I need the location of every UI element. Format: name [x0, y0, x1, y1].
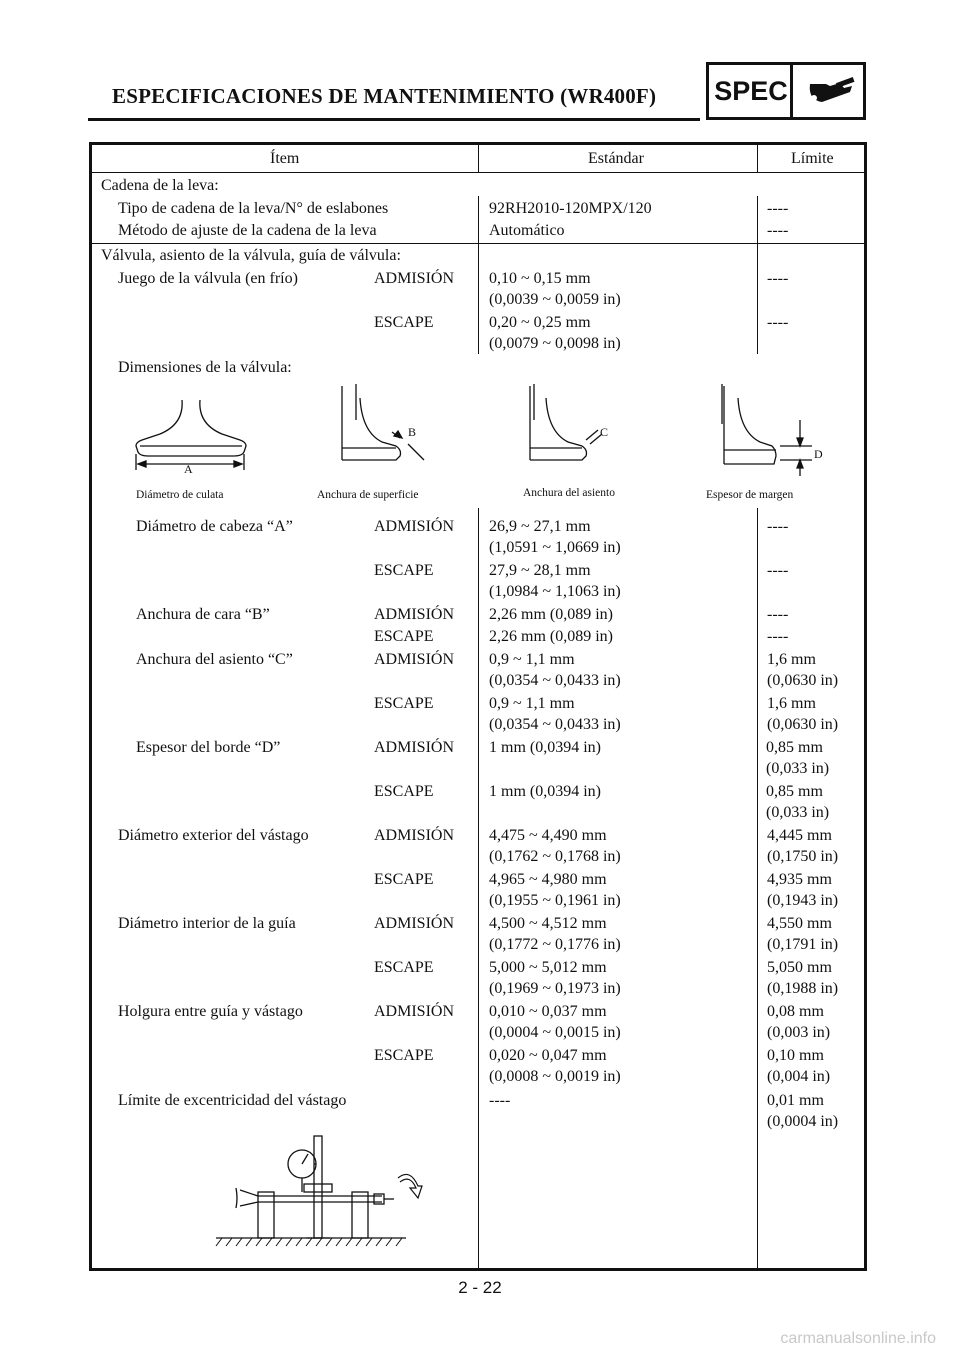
spec-standard: 0,9 ~ 1,1 mm — [489, 651, 575, 668]
dim-label-c: C — [600, 425, 609, 439]
intake-label: ADMISIÓN — [374, 651, 454, 668]
spec-limit: ---- — [767, 562, 789, 579]
valve-head-diameter-diagram — [136, 400, 246, 470]
spec-standard-in: (0,1969 ~ 0,1973 in) — [489, 980, 621, 997]
spec-limit: ---- — [767, 628, 789, 645]
spec-limit-in: (0,1988 in) — [767, 980, 839, 997]
intake-label: ADMISIÓN — [374, 827, 454, 844]
spec-standard-in: (0,0354 ~ 0,0433 in) — [489, 672, 621, 689]
spec-standard-in: (0,1955 ~ 0,1961 in) — [489, 892, 621, 909]
spec-standard-in: (1,0984 ~ 1,1063 in) — [489, 583, 621, 600]
spec-standard: 0,9 ~ 1,1 mm — [489, 695, 575, 712]
spec-limit-in: (0,0630 in) — [767, 672, 839, 689]
exhaust-label: ESCAPE — [374, 562, 434, 579]
spec-limit: 1,6 mm — [767, 695, 816, 712]
valve-seat-width-diagram — [530, 384, 602, 460]
exhaust-label: ESCAPE — [374, 628, 434, 645]
spec-standard: 0,010 ~ 0,037 mm — [489, 1003, 607, 1020]
col-divider — [478, 508, 479, 1268]
valve-margin-thickness-diagram — [722, 384, 812, 476]
intake-label: ADMISIÓN — [374, 270, 454, 287]
spec-limit-in: (0,1750 in) — [767, 848, 839, 865]
exhaust-label: ESCAPE — [374, 695, 434, 712]
spec-standard-in: (0,0039 ~ 0,0059 in) — [489, 291, 621, 308]
exhaust-label: ESCAPE — [374, 959, 434, 976]
intake-label: ADMISIÓN — [374, 606, 454, 623]
header-row-divider — [91, 172, 865, 173]
spec-limit: 4,935 mm — [767, 871, 832, 888]
col-divider — [757, 508, 758, 1268]
spec-standard: 1 mm (0,0394 in) — [489, 783, 601, 800]
figure-caption: Anchura de superficie — [317, 489, 419, 501]
spec-limit: ---- — [767, 270, 789, 287]
spec-item: Anchura del asiento “C” — [136, 651, 293, 668]
title-underline — [88, 118, 700, 121]
spec-limit: ---- — [767, 606, 789, 623]
spec-standard: 0,10 ~ 0,15 mm — [489, 270, 591, 287]
spec-tools-icon — [800, 74, 860, 110]
spec-item: Juego de la válvula (en frío) — [118, 270, 298, 287]
exhaust-label: ESCAPE — [374, 1047, 434, 1064]
stem-runout-figure — [210, 1130, 430, 1250]
figure-caption: Espesor de margen — [706, 489, 794, 501]
intake-label: ADMISIÓN — [374, 1003, 454, 1020]
spec-standard: 0,020 ~ 0,047 mm — [489, 1047, 607, 1064]
spec-limit: ---- — [767, 518, 789, 535]
page-title: ESPECIFICACIONES DE MANTENIMIENTO (WR400F) — [112, 84, 657, 108]
spec-standard: 2,26 mm (0,089 in) — [489, 606, 613, 623]
figure-caption: Anchura del asiento — [523, 487, 615, 499]
spec-limit-in: (0,0004 in) — [767, 1113, 839, 1130]
spec-standard-in: (0,0354 ~ 0,0433 in) — [489, 716, 621, 733]
exhaust-label: ESCAPE — [374, 783, 434, 800]
spec-limit: 4,445 mm — [767, 827, 832, 844]
spec-standard-in: (0,1762 ~ 0,1768 in) — [489, 848, 621, 865]
spec-limit: ---- — [767, 200, 789, 217]
spec-standard: Automático — [489, 222, 565, 239]
spec-limit-in: (0,033 in) — [766, 760, 830, 777]
intake-label: ADMISIÓN — [374, 915, 454, 932]
col-divider — [757, 145, 758, 172]
col-header-limit: Límite — [791, 150, 834, 167]
col-header-item: Ítem — [270, 150, 300, 167]
exhaust-label: ESCAPE — [374, 871, 434, 888]
intake-label: ADMISIÓN — [374, 518, 454, 535]
dim-label-a: A — [184, 462, 193, 476]
spec-standard: 4,475 ~ 4,490 mm — [489, 827, 607, 844]
spec-standard-in: (0,0079 ~ 0,0098 in) — [489, 335, 621, 352]
spec-item: Holgura entre guía y vástago — [118, 1003, 303, 1020]
spec-limit: 0,01 mm — [767, 1092, 824, 1109]
col-divider — [757, 196, 758, 354]
spec-standard: 4,965 ~ 4,980 mm — [489, 871, 607, 888]
section-title: Válvula, asiento de la válvula, guía de válvula: — [101, 247, 401, 264]
spec-limit: 5,050 mm — [767, 959, 832, 976]
spec-limit: 0,08 mm — [767, 1003, 824, 1020]
spec-standard: 26,9 ~ 27,1 mm — [489, 518, 591, 535]
spec-item: Anchura de cara “B” — [136, 606, 270, 623]
spec-limit: 0,10 mm — [767, 1047, 824, 1064]
spec-limit-in: (0,1943 in) — [767, 892, 839, 909]
spec-limit-in: (0,0630 in) — [767, 716, 839, 733]
spec-limit: 4,550 mm — [767, 915, 832, 932]
spec-item: Diámetro de cabeza “A” — [136, 518, 293, 535]
watermark: carmanualsonline.info — [780, 1330, 936, 1347]
spec-limit: 0,85 mm — [766, 783, 823, 800]
col-divider — [478, 196, 479, 354]
spec-standard: 1 mm (0,0394 in) — [489, 739, 601, 756]
spec-limit-in: (0,003 in) — [767, 1024, 831, 1041]
badge-divider — [790, 62, 793, 120]
spec-standard-in: (0,0004 ~ 0,0015 in) — [489, 1024, 621, 1041]
spec-limit-in: (0,1791 in) — [767, 936, 839, 953]
subsection-title: Dimensiones de la válvula: — [118, 359, 292, 376]
intake-label: ADMISIÓN — [374, 739, 454, 756]
spec-limit-in: (0,033 in) — [766, 804, 830, 821]
spec-standard: 27,9 ~ 28,1 mm — [489, 562, 591, 579]
spec-standard: 2,26 mm (0,089 in) — [489, 628, 613, 645]
exhaust-label: ESCAPE — [374, 314, 434, 331]
spec-standard: 92RH2010-120MPX/120 — [489, 200, 652, 217]
spec-limit: 1,6 mm — [767, 651, 816, 668]
col-divider — [478, 145, 479, 172]
spec-standard: 0,20 ~ 0,25 mm — [489, 314, 591, 331]
spec-item: Método de ajuste de la cadena de la leva — [118, 222, 377, 239]
spec-standard: 4,500 ~ 4,512 mm — [489, 915, 607, 932]
spec-badge-label: SPEC — [714, 76, 788, 106]
spec-limit: 0,85 mm — [766, 739, 823, 756]
dim-label-b: B — [408, 425, 417, 439]
spec-standard: ---- — [489, 1092, 511, 1109]
spec-limit: ---- — [767, 314, 789, 331]
spec-item: Diámetro interior de la guía — [118, 915, 296, 932]
dim-label-d: D — [814, 447, 823, 461]
spec-standard-in: (0,1772 ~ 0,1776 in) — [489, 936, 621, 953]
valve-face-width-diagram — [342, 384, 424, 460]
spec-standard: 5,000 ~ 5,012 mm — [489, 959, 607, 976]
figure-caption: Diámetro de culata — [136, 489, 224, 501]
spec-standard-in: (1,0591 ~ 1,0669 in) — [489, 539, 621, 556]
page-number: 2 - 22 — [458, 1278, 502, 1297]
col-header-standard: Estándar — [588, 150, 644, 167]
spec-standard-in: (0,0008 ~ 0,0019 in) — [489, 1068, 621, 1085]
section-title: Cadena de la leva: — [101, 177, 219, 194]
spec-limit-in: (0,004 in) — [767, 1068, 831, 1085]
spec-limit: ---- — [767, 222, 789, 239]
spec-item: Tipo de cadena de la leva/N° de eslabones — [118, 200, 389, 217]
spec-item: Diámetro exterior del vástago — [118, 827, 309, 844]
spec-item: Límite de excentricidad del vástago — [118, 1092, 347, 1109]
spec-item: Espesor del borde “D” — [136, 739, 281, 756]
